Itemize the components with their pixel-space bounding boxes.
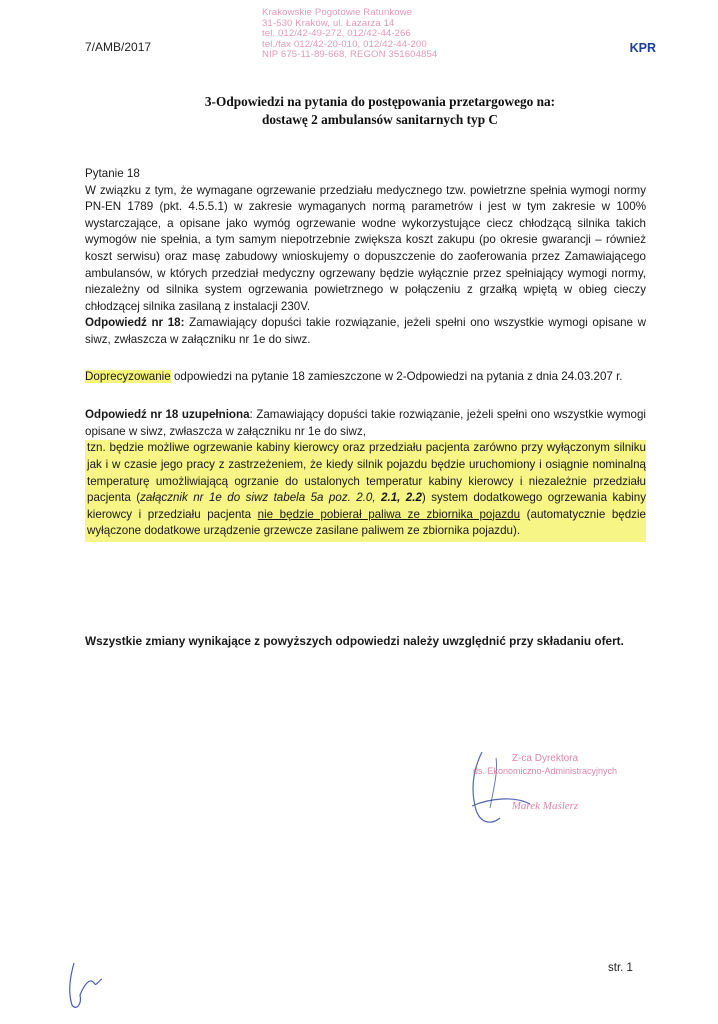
supplement-reference: załącznik nr 1e do siwz tabela 5a poz. 2.0, <box>140 491 382 505</box>
organization-stamp <box>262 8 462 61</box>
page-number: str. 1 <box>608 962 633 974</box>
question-text: W związku z tym, że wymagane ogrzewanie przedziału medycznego tzw. powietrzne spełnia wymogi normy PN-EN 1789 (pkt. 4.5.5.1) w zakresie wymaganych normą parametrów i jest w tym zakresie w 100% wystarczające, a opisane jako wymóg ogrzewanie wodne wykorzystujące ciecz chłodzącą silnika takich wymogów nie spełnia, a tym samym niepotrzebnie zwiększa koszt zakupu (po okresie gwarancji – również koszt serwisu) oraz masę zabudowy wnioskujemy o dopuszczenie do zaoferowania przez Zamawiającego ambulansów, w których przedział medyczny ogrzewany będzie wyłącznie przez spełniający wymogi normy, niezależny od silnika system ogrzewania powietrznego w połączeniu z grzałką wpiętą w obieg cieczy chłodzącej silnika zasilaną z instalacji 230V. <box>85 183 646 313</box>
title-line: 3-Odpowiedzi na pytania do postępowania przetargowego na: <box>204 94 556 109</box>
answer-text: Zamawiający dopuści takie rozwiązanie, jeżeli spełni ono wszystkie wymogi opisane w siwz, zwłaszcza w załączniku nr 1e do siwz. <box>85 316 646 346</box>
document-body <box>85 166 646 542</box>
signature-department: ds. Ekonomiczno-Administracyjnych <box>472 766 618 776</box>
supplement-intro <box>85 407 646 440</box>
answer-paragraph <box>85 315 646 348</box>
signature-name: Marek Maślerz <box>511 800 579 812</box>
supplement-text: (automatycznie będzie wyłączone dodatkowe urządzenie grzewcze zasilane paliwem ze zbiornika pojazdu). <box>87 507 646 538</box>
reference-number: 7/AMB/2017 <box>85 40 152 54</box>
stamp-line: NIP 675-11-89-668, REGON 351604854 <box>262 49 438 61</box>
stamp-line: Krakowskie Pogotowie Ratunkowe <box>262 7 413 18</box>
supplement-intro-text: : Zamawiający dopuści takie rozwiązanie, jeżeli spełni ono wszystkie wymogi opisane w siwz, zwłaszcza w załączniku nr 1e do siwz, <box>85 408 646 438</box>
answer-label: Odpowiedź nr 18: <box>85 316 185 330</box>
supplement-underlined: nie będzie pobierał paliwa ze zbiornika pojazdu <box>257 507 521 521</box>
clarification-text: odpowiedzi na pytanie 18 zamieszczone w 2-Odpowiedzi na pytania z dnia 24.03.207 r. <box>170 369 623 383</box>
stamp-line: 31-530 Kraków, ul. Łazarza 14 <box>262 17 395 29</box>
closing-statement: Wszystkie zmiany wynikające z powyższych odpowiedzi należy uwzględnić przy składaniu ofert. <box>85 634 624 648</box>
stamp-line: tel. 012/42-49-272, 012/42-44-266 <box>262 28 411 40</box>
supplement-label: Odpowiedź nr 18 uzupełniona <box>85 408 250 422</box>
signature-stamp <box>440 752 650 813</box>
stamp-line: tel./fax 012/42-20-010, 012/42-44-200 <box>262 38 427 50</box>
supplement-text: tzn. będzie możliwe ogrzewanie kabiny kierowcy oraz przedziału pacjenta zarówno przy wyłączonym silniku jak i w czasie jego pracy z zastrzeżeniem, że kiedy silnik pojazdu będzie uruchomiony i osiągnie nominalną temperaturę umożliwiającą ogrzanie do ustalonych temperatur kabiny kierowcy i niezależnie przedziału pacjenta ( <box>87 441 646 505</box>
clarification-paragraph <box>85 369 646 386</box>
document-title <box>100 93 660 129</box>
title-line: dostawę 2 ambulansów sanitarnych typ C <box>261 112 499 127</box>
supplement-reference-bold: 2.1, 2.2 <box>381 491 422 505</box>
org-code: KPR <box>629 41 656 55</box>
supplement-text: ) system dodatkowego ogrzewania kabiny kierowcy i przedziału pacjenta <box>87 491 646 521</box>
handwritten-initials <box>60 955 110 1015</box>
supplement-highlighted-block <box>85 440 646 542</box>
question-label: Pytanie 18 <box>85 167 140 180</box>
signature-title: Z-ca Dyrektora <box>511 753 579 764</box>
clarification-highlight: Doprecyzowanie <box>85 369 171 383</box>
